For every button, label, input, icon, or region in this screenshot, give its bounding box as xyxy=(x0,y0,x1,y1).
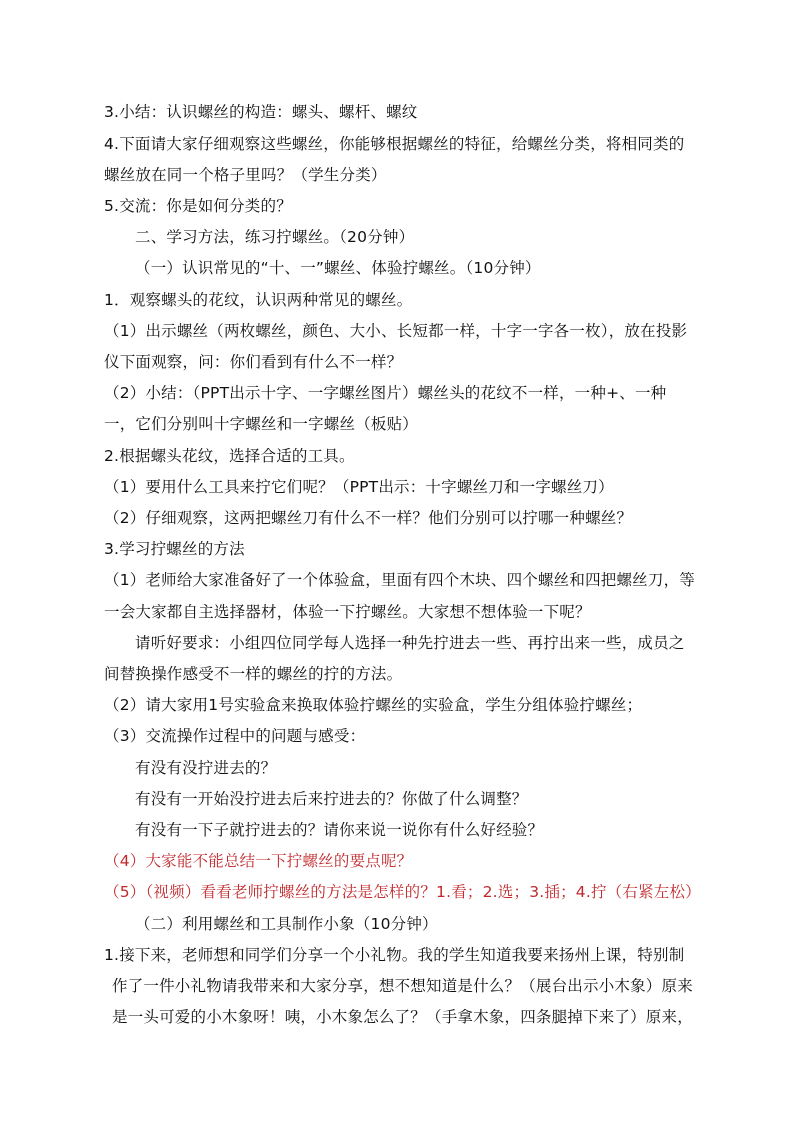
activity-line-2: 作了一件小礼物请我带来和大家分享，想不想知道是什么？（展台出示小木象）原来 xyxy=(112,977,693,995)
step-3-4-red: （4）大家能不能总结一下拧螺丝的要点呢？ xyxy=(104,852,413,870)
step-1-1: （1）出示螺丝（两枚螺丝，颜色、大小、长短都一样，十字一字各一枚），放在投影 xyxy=(104,322,688,340)
subsection-heading-2: （二）利用螺丝和工具制作小象（10分钟） xyxy=(135,915,438,933)
activity-line-1: 1.接下来，老师想和同学们分享一个小礼物。我的学生知道我要来扬州上课，特别制 xyxy=(104,946,685,964)
step-2-1: （1）要用什么工具来拧它们呢？（PPT出示：十字螺丝刀和一字螺丝刀） xyxy=(104,478,614,496)
step-1-2: （2）小结：（PPT出示十字、一字螺丝图片）螺丝头的花纹不一样，一种+、一种 xyxy=(104,384,667,402)
task-line-4: 4.下面请大家仔细观察这些螺丝，你能够根据螺丝的特征，给螺丝分类，将相同类的 xyxy=(104,135,685,153)
step-3-5-red: （5）（视频）看看老师拧螺丝的方法是怎样的？1.看；2.选；3.插；4.拧（右紧左松） xyxy=(104,883,701,901)
step-1-heading: 1．观察螺头的花纹，认识两种常见的螺丝。 xyxy=(104,291,413,309)
question-3: 有没有一下子就拧进去的？请你来说一说你有什么好经验？ xyxy=(135,821,544,839)
step-3-2: （2）请大家用1号实验盒来换取体验拧螺丝的实验盒，学生分组体验拧螺丝； xyxy=(104,696,643,714)
summary-line: 3.小结：认识螺丝的构造：螺头、螺杆、螺纹 xyxy=(104,103,418,121)
requirement-line-cont: 间替换操作感受不一样的螺丝的拧的方法。 xyxy=(104,665,403,683)
step-2-2: （2）仔细观察，这两把螺丝刀有什么不一样？他们分别可以拧哪一种螺丝？ xyxy=(104,509,633,527)
step-3-3: （3）交流操作过程中的问题与感受： xyxy=(104,727,366,745)
question-1: 有没有没拧进去的？ xyxy=(135,759,277,777)
task-line-4-cont: 螺丝放在同一个格子里吗？（学生分类） xyxy=(104,166,387,184)
step-1-1-cont: 仪下面观察，问：你们看到有什么不一样？ xyxy=(104,353,403,371)
step-3-heading: 3.学习拧螺丝的方法 xyxy=(104,540,245,558)
activity-line-3: 是一头可爱的小木象呀！咦，小木象怎么了？（手拿木象，四条腿掉下来了）原来， xyxy=(112,1008,693,1026)
section-heading-2: 二、学习方法，练习拧螺丝。（20分钟） xyxy=(135,228,415,246)
task-line-5: 5.交流：你是如何分类的？ xyxy=(104,197,292,215)
step-3-1-cont: 一会大家都自主选择器材，体验一下拧螺丝。大家想不想体验一下呢？ xyxy=(104,603,591,621)
step-2-heading: 2.根据螺头花纹，选择合适的工具。 xyxy=(104,447,355,465)
question-2: 有没有一开始没拧进去后来拧进去的？你做了什么调整？ xyxy=(135,790,528,808)
requirement-line: 请听好要求：小组四位同学每人选择一种先拧进去一些、再拧出来一些，成员之 xyxy=(135,634,685,652)
step-1-2-cont: 一，它们分别叫十字螺丝和一字螺丝（板贴） xyxy=(104,415,419,433)
step-3-1: （1）老师给大家准备好了一个体验盒，里面有四个木块、四个螺丝和四把螺丝刀，等 xyxy=(104,571,695,589)
subsection-heading-1: （一）认识常见的“十、一”螺丝、体验拧螺丝。（10分钟） xyxy=(135,259,541,277)
